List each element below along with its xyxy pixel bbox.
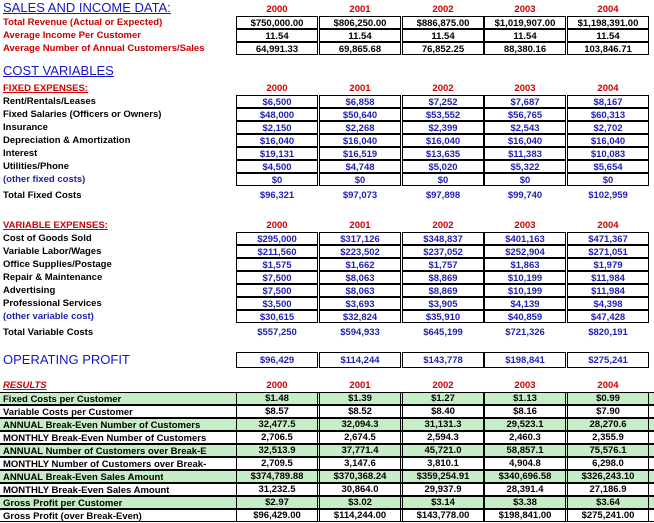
row-label: Rent/Rentals/Leases: [3, 96, 96, 107]
result-row: [0, 392, 654, 405]
data-cell[interactable]: $16,040: [319, 134, 401, 147]
variable-expense-row: [0, 232, 654, 245]
data-cell[interactable]: $3,905: [402, 297, 484, 310]
row-label: MONTHLY Break-Even Number of Customers: [3, 433, 207, 444]
data-cell[interactable]: 28,270.6: [567, 419, 649, 430]
row-label: Depreciation & Amortization: [3, 135, 131, 146]
data-cell[interactable]: $1.39: [319, 393, 401, 404]
result-row: [0, 470, 654, 483]
row-label: Utilities/Phone: [3, 161, 69, 172]
row-label: (other fixed costs): [3, 174, 86, 185]
data-cell[interactable]: $0: [319, 173, 401, 186]
data-cell[interactable]: $8,063: [319, 271, 401, 284]
operating-profit-cell[interactable]: $275,241: [567, 352, 649, 368]
fixed-expense-row: [0, 160, 654, 173]
year-header: 2004: [597, 4, 619, 15]
data-cell[interactable]: $10,199: [484, 284, 566, 297]
operating-profit-cell[interactable]: $198,841: [484, 352, 566, 368]
data-cell[interactable]: 2,706.5: [236, 432, 318, 443]
row-label: Total Revenue (Actual or Expected): [3, 17, 163, 28]
data-cell[interactable]: $401,163: [484, 232, 566, 245]
data-cell[interactable]: $4,398: [567, 297, 649, 310]
data-cell[interactable]: 11.54: [319, 29, 401, 42]
row-label: Fixed Salaries (Officers or Owners): [3, 109, 162, 120]
data-cell[interactable]: $16,040: [402, 134, 484, 147]
data-cell[interactable]: $3,693: [319, 297, 401, 310]
data-cell[interactable]: $114,244.00: [319, 510, 401, 521]
data-cell[interactable]: 3,147.6: [319, 458, 401, 469]
data-cell[interactable]: $60,313: [567, 108, 649, 121]
data-cell[interactable]: 32,513.9: [236, 445, 318, 456]
data-cell[interactable]: $11,984: [567, 271, 649, 284]
total-fixed-costs-row: [0, 189, 654, 202]
row-label: Insurance: [3, 122, 48, 133]
data-cell[interactable]: $10,083: [567, 147, 649, 160]
total-cell: $102,959: [588, 190, 628, 201]
data-cell[interactable]: 2,709.5: [236, 458, 318, 469]
data-cell[interactable]: $19,131: [236, 147, 318, 160]
data-cell[interactable]: 29,523.1: [484, 419, 566, 430]
data-cell[interactable]: $47,428: [567, 310, 649, 323]
result-row: [0, 496, 654, 509]
data-cell[interactable]: $11,383: [484, 147, 566, 160]
data-cell[interactable]: 29,937.9: [402, 484, 484, 495]
data-cell[interactable]: $3.38: [484, 497, 566, 508]
data-cell[interactable]: $10,199: [484, 271, 566, 284]
year-header: 2001: [349, 220, 371, 231]
data-cell[interactable]: $7,252: [402, 95, 484, 108]
data-cell[interactable]: $8.52: [319, 406, 401, 417]
data-cell[interactable]: $750,000.00: [236, 16, 318, 29]
data-cell[interactable]: $4,139: [484, 297, 566, 310]
data-cell[interactable]: $8,869: [402, 271, 484, 284]
data-cell[interactable]: 31,232.5: [236, 484, 318, 495]
year-header: 2001: [349, 83, 371, 94]
cost-section-title: COST VARIABLES: [3, 63, 114, 78]
data-cell[interactable]: $1.27: [402, 393, 484, 404]
operating-profit-title: OPERATING PROFIT: [3, 352, 130, 367]
data-cell[interactable]: $5,654: [567, 160, 649, 173]
sales-section-title: SALES AND INCOME DATA:: [3, 0, 171, 15]
data-cell[interactable]: 32,477.5: [236, 419, 318, 430]
fixed-expense-row: [0, 95, 654, 108]
row-label: MONTHLY Break-Even Sales Amount: [3, 485, 170, 496]
year-header: 2000: [266, 380, 288, 391]
row-label: Interest: [3, 148, 38, 159]
data-cell[interactable]: $1.48: [236, 393, 318, 404]
data-cell[interactable]: 64,991.33: [236, 42, 318, 55]
year-header: 2002: [432, 380, 454, 391]
data-cell[interactable]: $4,748: [319, 160, 401, 173]
data-cell[interactable]: 3,810.1: [402, 458, 484, 469]
result-row: [0, 405, 654, 418]
year-header: 2000: [266, 4, 288, 15]
row-label: Total Variable Costs: [3, 327, 94, 338]
data-cell[interactable]: $374,789.88: [236, 471, 318, 482]
row-label: Total Fixed Costs: [3, 190, 82, 201]
year-header: 2002: [432, 4, 454, 15]
total-cell: $594,933: [340, 327, 380, 338]
data-cell[interactable]: $3.64: [567, 497, 649, 508]
data-cell[interactable]: $7,500: [236, 284, 318, 297]
row-label: Office Supplies/Postage: [3, 259, 112, 270]
data-cell[interactable]: 58,857.1: [484, 445, 566, 456]
operating-profit-cell[interactable]: $143,778: [402, 352, 484, 368]
data-cell[interactable]: $11,984: [567, 284, 649, 297]
year-header: 2003: [514, 380, 536, 391]
data-cell[interactable]: $40,859: [484, 310, 566, 323]
year-header: 2003: [514, 220, 536, 231]
row-label: Variable Labor/Wages: [3, 246, 102, 257]
data-cell[interactable]: 11.54: [484, 29, 566, 42]
data-cell[interactable]: 88,380.16: [484, 42, 566, 55]
row-label: Advertising: [3, 285, 56, 296]
variable-expense-row: [0, 310, 654, 323]
data-cell[interactable]: 76,852.25: [402, 42, 484, 55]
result-row: [0, 418, 654, 431]
data-cell[interactable]: 2,460.3: [484, 432, 566, 443]
data-cell[interactable]: 28,391.4: [484, 484, 566, 495]
variable-year-header: [0, 219, 654, 232]
data-cell[interactable]: $143,778.00: [402, 510, 484, 521]
data-cell[interactable]: $32,824: [319, 310, 401, 323]
data-cell[interactable]: $96,429.00: [236, 510, 318, 521]
data-cell[interactable]: $1,757: [402, 258, 484, 271]
total-cell: $820,191: [588, 327, 628, 338]
data-cell[interactable]: $340,696.58: [484, 471, 566, 482]
total-cell: $645,199: [423, 327, 463, 338]
operating-profit-cell[interactable]: $114,244: [319, 352, 401, 368]
operating-profit-row: [0, 352, 654, 368]
row-label: Average Number of Annual Customers/Sales: [3, 43, 205, 54]
data-cell[interactable]: 4,904.8: [484, 458, 566, 469]
data-cell[interactable]: 2,355.9: [567, 432, 649, 443]
variable-expense-row: [0, 297, 654, 310]
total-variable-costs-row: [0, 326, 654, 339]
data-cell[interactable]: 75,576.1: [567, 445, 649, 456]
data-cell[interactable]: $0: [402, 173, 484, 186]
total-cell: $99,740: [507, 190, 543, 201]
row-label: ANNUAL Break-Even Sales Amount: [3, 472, 164, 483]
data-cell[interactable]: $886,875.00: [402, 16, 484, 29]
data-cell[interactable]: $4,500: [236, 160, 318, 173]
total-cell: $557,250: [257, 327, 297, 338]
row-label: MONTHLY Number of Customers over Break-: [3, 459, 207, 470]
result-row: [0, 457, 654, 470]
data-cell[interactable]: $2,702: [567, 121, 649, 134]
year-header: 2004: [597, 220, 619, 231]
data-cell[interactable]: $370,368.24: [319, 471, 401, 482]
total-cell: $97,073: [342, 190, 378, 201]
total-cell: $97,898: [425, 190, 461, 201]
sales-row: [0, 16, 654, 29]
sales-row: [0, 42, 654, 55]
fixed-expenses-title: FIXED EXPENSES:: [3, 83, 88, 94]
year-header: 2003: [514, 4, 536, 15]
data-cell[interactable]: $8.57: [236, 406, 318, 417]
data-cell[interactable]: $198,841.00: [484, 510, 566, 521]
variable-expense-row: [0, 258, 654, 271]
data-cell[interactable]: $359,254.91: [402, 471, 484, 482]
data-cell[interactable]: $1,662: [319, 258, 401, 271]
data-cell[interactable]: $0: [567, 173, 649, 186]
data-cell[interactable]: $1,979: [567, 258, 649, 271]
data-cell[interactable]: 11.54: [567, 29, 649, 42]
data-cell[interactable]: $237,052: [402, 245, 484, 258]
fixed-year-header: [0, 82, 654, 95]
data-cell[interactable]: $326,243.10: [567, 471, 649, 482]
data-cell[interactable]: $806,250.00: [319, 16, 401, 29]
data-cell[interactable]: $0.99: [567, 393, 649, 404]
data-cell[interactable]: $0: [484, 173, 566, 186]
data-cell[interactable]: $1,198,391.00: [567, 16, 649, 29]
data-cell[interactable]: $8,063: [319, 284, 401, 297]
fixed-expense-row: [0, 108, 654, 121]
data-cell[interactable]: 27,186.9: [567, 484, 649, 495]
data-cell[interactable]: $2,543: [484, 121, 566, 134]
row-label: Cost of Goods Sold: [3, 233, 92, 244]
data-cell[interactable]: $16,040: [484, 134, 566, 147]
data-cell[interactable]: $317,126: [319, 232, 401, 245]
row-label: Variable Costs per Customer: [3, 407, 133, 418]
data-cell[interactable]: $3.02: [319, 497, 401, 508]
row-label: ANNUAL Number of Customers over Break-E: [3, 446, 207, 457]
fixed-expense-row: [0, 147, 654, 160]
data-cell[interactable]: $2,399: [402, 121, 484, 134]
data-cell[interactable]: $8,167: [567, 95, 649, 108]
data-cell[interactable]: $275,241.00: [567, 510, 649, 521]
fixed-expense-row: [0, 173, 654, 186]
data-cell[interactable]: 32,094.3: [319, 419, 401, 430]
data-cell[interactable]: $3,500: [236, 297, 318, 310]
row-label: Professional Services: [3, 298, 102, 309]
data-cell[interactable]: $5,020: [402, 160, 484, 173]
sales-year-header: [0, 3, 654, 16]
year-header: 2003: [514, 83, 536, 94]
data-cell[interactable]: $1.13: [484, 393, 566, 404]
data-cell[interactable]: $2,150: [236, 121, 318, 134]
data-cell[interactable]: $2,268: [319, 121, 401, 134]
data-cell[interactable]: $211,560: [236, 245, 318, 258]
total-cell: $721,326: [505, 327, 545, 338]
fixed-expense-row: [0, 134, 654, 147]
data-cell[interactable]: $7,500: [236, 271, 318, 284]
year-header: 2004: [597, 380, 619, 391]
row-label: (other variable cost): [3, 311, 94, 322]
variable-expenses-title: VARIABLE EXPENSES:: [3, 220, 108, 231]
data-cell[interactable]: 45,721.0: [402, 445, 484, 456]
data-cell[interactable]: $223,502: [319, 245, 401, 258]
row-label: ANNUAL Break-Even Number of Customers: [3, 420, 201, 431]
data-cell[interactable]: $7.90: [567, 406, 649, 417]
result-row: [0, 483, 654, 496]
data-cell[interactable]: $16,040: [236, 134, 318, 147]
result-row: [0, 444, 654, 457]
year-header: 2002: [432, 220, 454, 231]
sales-row: [0, 29, 654, 42]
data-cell[interactable]: $6,858: [319, 95, 401, 108]
row-label: Repair & Maintenance: [3, 272, 103, 283]
row-label: Average Income Per Customer: [3, 30, 141, 41]
year-header: 2001: [349, 380, 371, 391]
data-cell[interactable]: $1,575: [236, 258, 318, 271]
data-cell[interactable]: $348,837: [402, 232, 484, 245]
data-cell[interactable]: $8.40: [402, 406, 484, 417]
row-label: Gross Profit (over Break-Even): [3, 511, 142, 522]
operating-profit-cell[interactable]: $96,429: [236, 352, 318, 368]
variable-expense-row: [0, 245, 654, 258]
data-cell[interactable]: $3.14: [402, 497, 484, 508]
data-cell[interactable]: $50,640: [319, 108, 401, 121]
data-cell[interactable]: $8.16: [484, 406, 566, 417]
year-header: 2004: [597, 83, 619, 94]
data-cell[interactable]: $8,869: [402, 284, 484, 297]
data-cell[interactable]: $2.97: [236, 497, 318, 508]
year-header: 2000: [266, 83, 288, 94]
row-label: Fixed Costs per Customer: [3, 394, 122, 405]
data-cell[interactable]: $6,500: [236, 95, 318, 108]
data-cell[interactable]: $48,000: [236, 108, 318, 121]
total-cell: $96,321: [259, 190, 295, 201]
data-cell[interactable]: $0: [236, 173, 318, 186]
data-cell[interactable]: 69,865.68: [319, 42, 401, 55]
data-cell[interactable]: $56,765: [484, 108, 566, 121]
data-cell[interactable]: 2,674.5: [319, 432, 401, 443]
year-header: 2002: [432, 83, 454, 94]
results-year-header: [0, 379, 654, 392]
data-cell[interactable]: 6,298.0: [567, 458, 649, 469]
fixed-expense-row: [0, 121, 654, 134]
data-cell[interactable]: 31,131.3: [402, 419, 484, 430]
data-cell[interactable]: $35,910: [402, 310, 484, 323]
data-cell[interactable]: $295,000: [236, 232, 318, 245]
data-cell[interactable]: $252,904: [484, 245, 566, 258]
variable-expense-row: [0, 284, 654, 297]
data-cell[interactable]: 11.54: [402, 29, 484, 42]
data-cell[interactable]: 30,864.0: [319, 484, 401, 495]
data-cell[interactable]: 37,771.4: [319, 445, 401, 456]
year-header: 2000: [266, 220, 288, 231]
data-cell[interactable]: $16,519: [319, 147, 401, 160]
data-cell[interactable]: $1,019,907.00: [484, 16, 566, 29]
data-cell[interactable]: 2,594.3: [402, 432, 484, 443]
data-cell[interactable]: $5,322: [484, 160, 566, 173]
data-cell[interactable]: $13,635: [402, 147, 484, 160]
results-title: RESULTS: [3, 380, 47, 391]
data-cell[interactable]: 103,846.71: [567, 42, 649, 55]
data-cell[interactable]: $7,687: [484, 95, 566, 108]
data-cell[interactable]: $16,040: [567, 134, 649, 147]
data-cell[interactable]: $1,863: [484, 258, 566, 271]
year-header: 2001: [349, 4, 371, 15]
data-cell[interactable]: $30,615: [236, 310, 318, 323]
variable-expense-row: [0, 271, 654, 284]
row-label: Gross Profit per Customer: [3, 498, 123, 509]
result-row: [0, 509, 654, 522]
data-cell[interactable]: $271,051: [567, 245, 649, 258]
data-cell[interactable]: 11.54: [236, 29, 318, 42]
data-cell[interactable]: $53,552: [402, 108, 484, 121]
result-row: [0, 431, 654, 444]
data-cell[interactable]: $471,367: [567, 232, 649, 245]
